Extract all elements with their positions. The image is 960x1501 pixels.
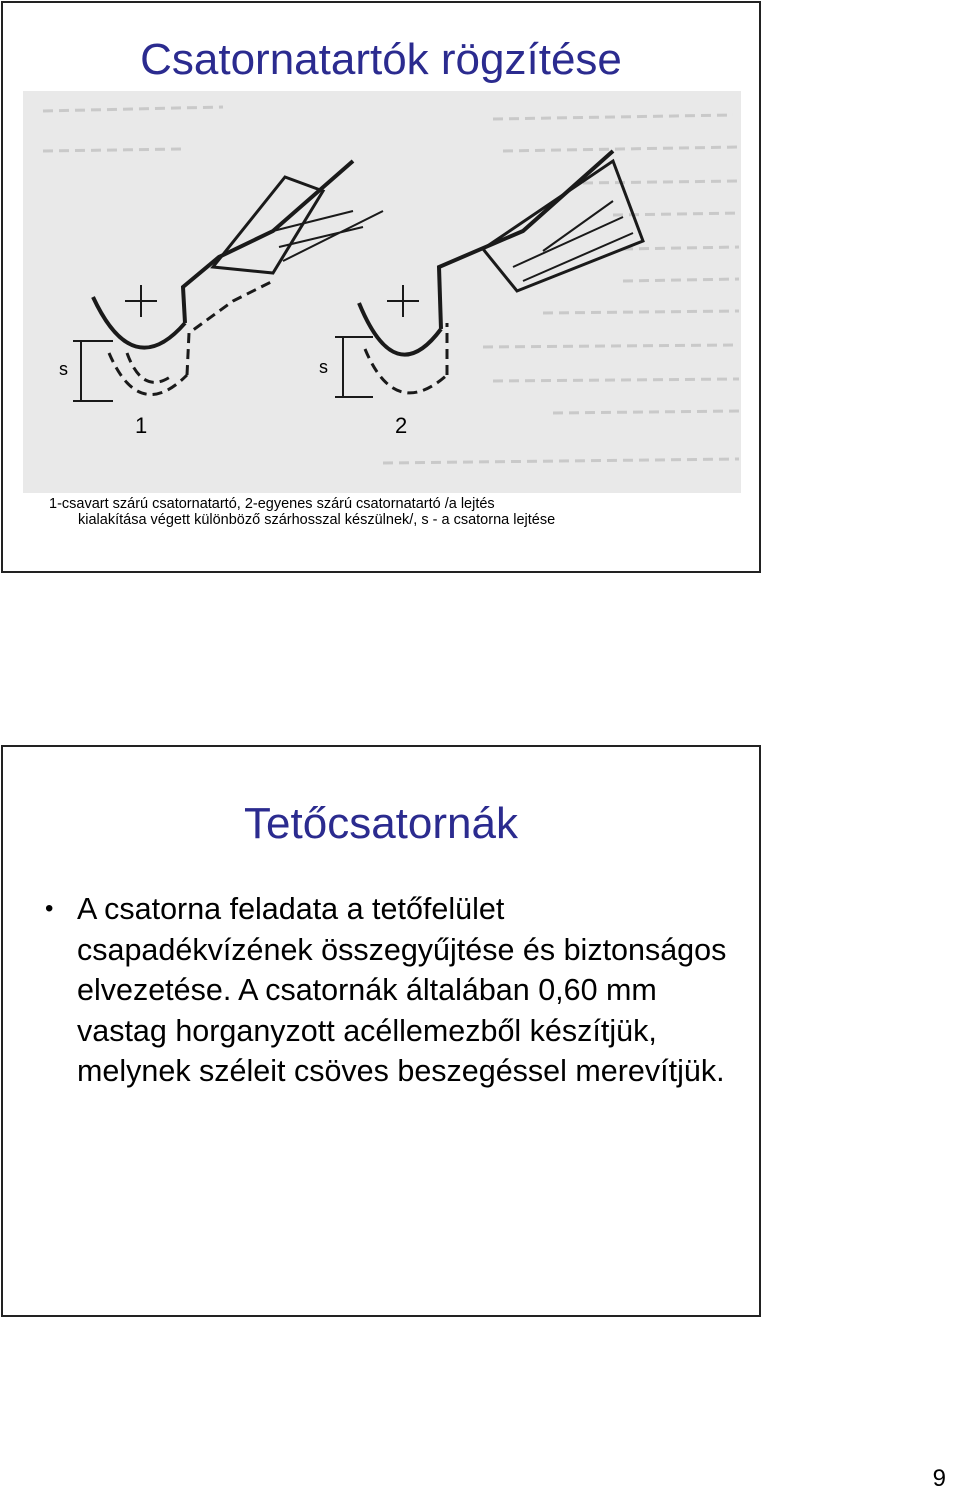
bracket-number-1: 1 xyxy=(135,413,148,438)
background-scan-text xyxy=(43,107,739,463)
bullet-marker: • xyxy=(45,895,54,922)
list-item xyxy=(45,889,745,1092)
slide-title: Tetőcsatornák xyxy=(244,799,518,848)
caption-line-2: kialakítása végett különböző szárhosszal készülnek/, s - a csatorna lejtése xyxy=(78,512,556,528)
slope-dimension-1 xyxy=(73,341,113,401)
slope-label-s1: s xyxy=(59,359,68,379)
bullet-list xyxy=(45,889,745,1092)
bracket-number-2: 2 xyxy=(395,413,408,438)
slide-2 xyxy=(1,745,761,1317)
caption-line-1: 1-csavart szárú csatornatartó, 2-egyenes szárú csatornatartó /a lejtés xyxy=(49,496,495,512)
page-number: 9 xyxy=(932,1465,946,1492)
slide-1 xyxy=(1,1,761,573)
figure-caption xyxy=(49,496,729,528)
gutter-bracket-drawing xyxy=(23,91,741,493)
bullet-text: A csatorna feladata a tetőfelület csapadékvízének összegyűjtése és biztonságos elvezetése. A csatornák általában 0,60 mm vastag horganyzott acéllemezből készítjük, melynek széleit csöves beszegéssel merevítjük. xyxy=(77,892,727,1088)
slope-dimension-2 xyxy=(335,337,373,397)
slide-title: Csatornatartók rögzítése xyxy=(140,35,622,84)
bracket-1 xyxy=(93,161,383,348)
drawing-svg xyxy=(23,91,741,493)
bracket-2-lowered xyxy=(365,323,447,393)
slope-label-s2: s xyxy=(319,357,328,377)
bracket-1-lowered xyxy=(109,281,273,395)
